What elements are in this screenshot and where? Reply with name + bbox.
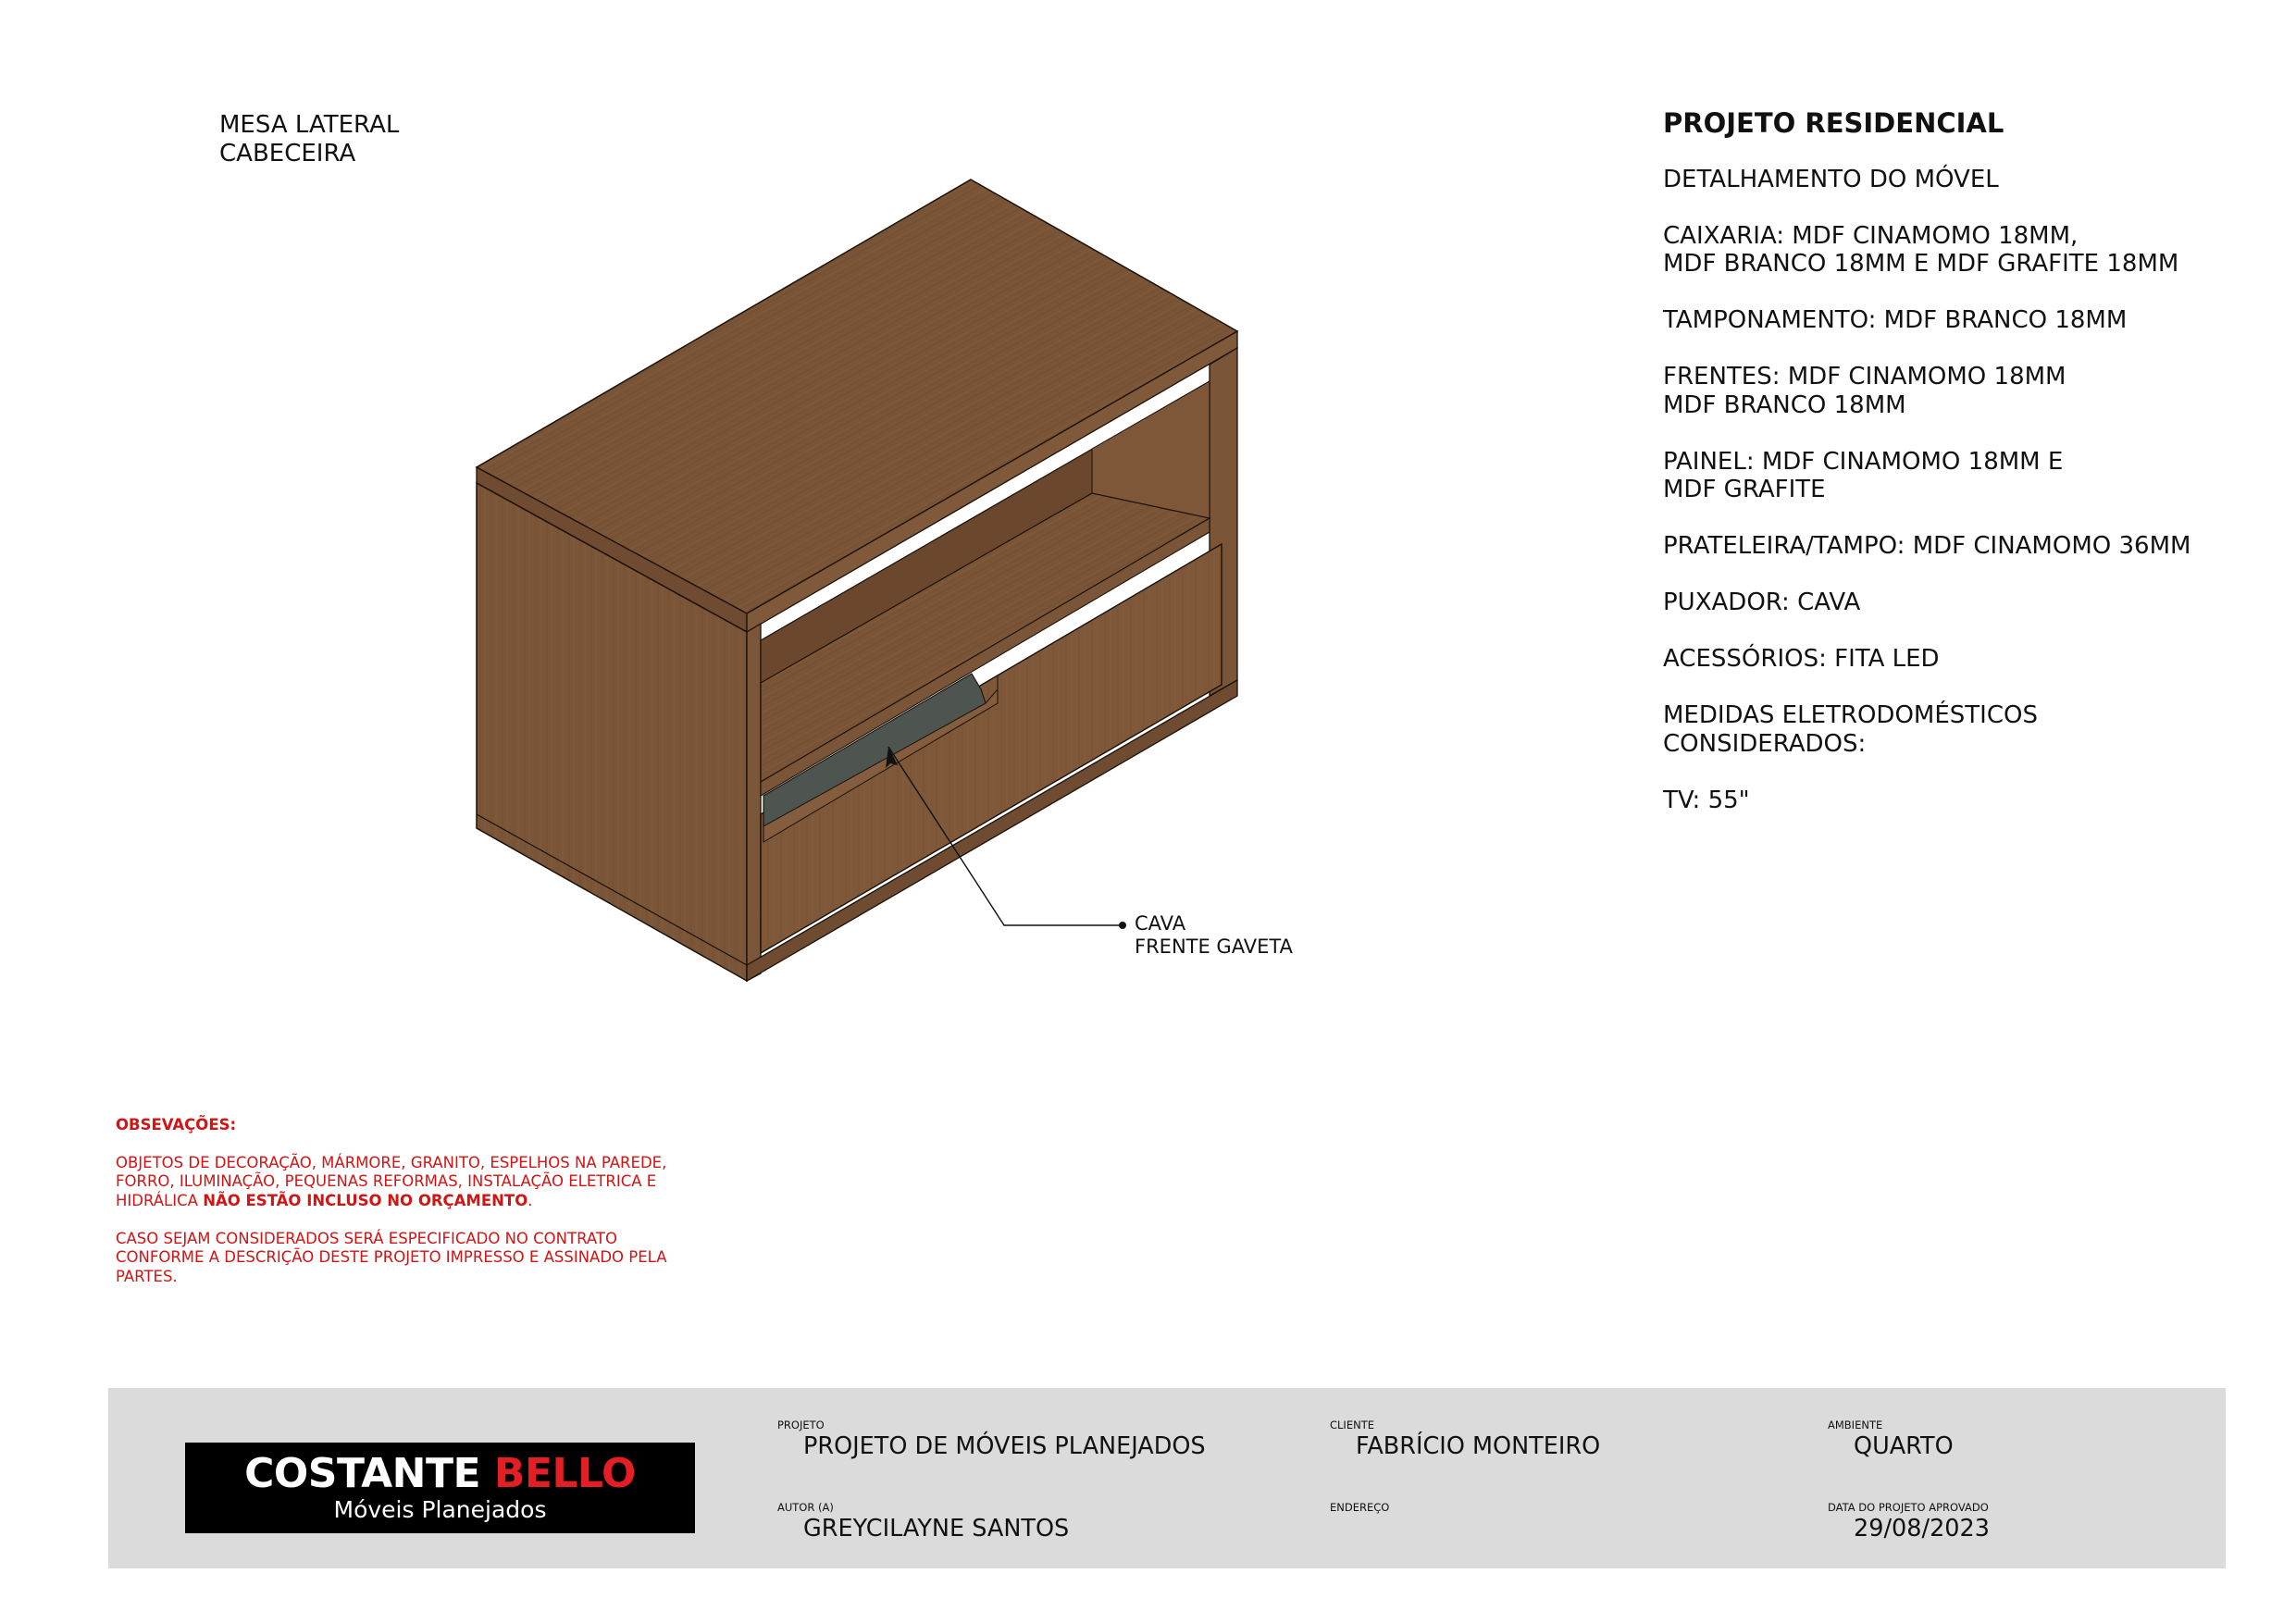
callout-line1: CAVA [1135,912,1186,935]
field-value-data: 29/08/2023 [1854,1515,1990,1542]
observations [116,1116,671,1306]
observations-heading: OBSEVAÇÕES: [116,1116,237,1134]
spec-tv [1663,787,2255,815]
spec-frentes [1663,363,2255,419]
field-value-projeto: PROJETO DE MÓVEIS PLANEJADOS [803,1432,1206,1460]
spec-line: FRENTES: MDF CINAMOMO 18MM [1663,363,2066,390]
observations-paragraph-1 [116,1154,671,1211]
callout-dot [1119,922,1126,929]
spec-line: PUXADOR: CAVA [1663,588,1861,616]
logo-brand [244,1452,636,1496]
spec-detalhamento [1663,166,2255,194]
observations-paragraph-2: CASO SEJAM CONSIDERADOS SERÁ ESPECIFICADO NO CONTRATO CONFORME A DESCRIÇÃO DESTE PROJETO IMPRESSO E ASSINADO PELA PARTES. [116,1229,667,1285]
logo-brand-white: COSTANTE [244,1450,494,1497]
spec-line: PRATELEIRA/TAMPO: MDF CINAMOMO 36MM [1663,532,2191,560]
observations-text: OBJETOS DE DECORAÇÃO, MÁRMORE, GRANITO, ESPELHOS NA PAREDE, FORRO, ILUMINAÇÃO, PEQUENAS REFORMAS, INSTALAÇÃO ELETRICA E HIDRÁLICA [116,1153,667,1209]
field-value-cliente: FABRÍCIO MONTEIRO [1356,1432,1601,1460]
spec-line: TV: 55" [1663,786,1750,814]
field-label-autor: AUTOR (A) [777,1501,834,1514]
spec-acessorios [1663,645,2255,674]
spec-painel [1663,448,2255,504]
spec-line: TAMPONAMENTO: MDF BRANCO 18MM [1663,306,2128,334]
spec-heading: PROJETO RESIDENCIAL [1663,107,2004,139]
spec-panel [1663,109,2255,843]
spec-medidas [1663,701,2255,758]
field-label-cliente: CLIENTE [1330,1419,1374,1431]
company-logo [185,1443,695,1533]
spec-tamponamento [1663,306,2255,335]
spec-line: CONSIDERADOS: [1663,729,1867,758]
callout-line2: FRENTE GAVETA [1135,935,1293,958]
spec-line: MDF GRAFITE [1663,476,1826,503]
field-label-data: DATA DO PROJETO APROVADO [1828,1501,1989,1514]
observations-emphasis: NÃO ESTÃO INCLUSO NO ORÇAMENTO [203,1191,528,1209]
field-label-endereco: ENDEREÇO [1330,1501,1390,1514]
spec-line: PAINEL: MDF CINAMOMO 18MM E [1663,447,2064,476]
field-value-autor: GREYCILAYNE SANTOS [803,1515,1070,1542]
spec-line: DETALHAMENTO DO MÓVEL [1663,165,1999,193]
field-label-projeto: PROJETO [777,1419,825,1431]
spec-line: MDF BRANCO 18MM [1663,390,1906,419]
spec-prateleira [1663,532,2255,561]
spec-line: CAIXARIA: MDF CINAMOMO 18MM, [1663,221,2079,250]
spec-caixaria [1663,222,2255,279]
spec-line: MDF BRANCO 18MM E MDF GRAFITE 18MM [1663,250,2179,278]
spec-line: MEDIDAS ELETRODOMÉSTICOS [1663,701,2038,729]
title-block-footer [108,1388,2226,1568]
callout-label [1135,912,1293,959]
logo-brand-red: BELLO [493,1450,636,1497]
furniture-title-line1: MESA LATERAL [219,111,400,139]
field-label-ambiente: AMBIENTE [1828,1419,1883,1431]
spec-line: ACESSÓRIOS: FITA LED [1663,645,1940,673]
spec-puxador [1663,588,2255,617]
logo-tagline: Móveis Planejados [333,1496,547,1523]
field-value-ambiente: QUARTO [1854,1432,1954,1460]
furniture-title-line2: CABECEIRA [219,140,356,167]
front-left-upright [747,624,761,981]
observations-period: . [527,1191,533,1209]
